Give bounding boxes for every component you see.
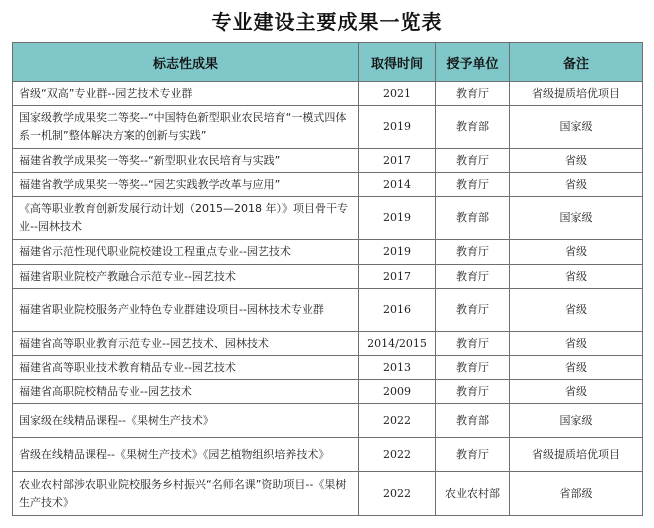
- achievement-cell: 福建省职业院校产教融合示范专业--园艺技术: [13, 265, 359, 289]
- issuer-cell: 教育厅: [436, 149, 510, 173]
- date-cell: 2009: [359, 380, 436, 404]
- remarks-cell: 省级: [510, 380, 643, 404]
- header-issuer: 授予单位: [436, 43, 510, 82]
- issuer-cell: 教育厅: [436, 240, 510, 265]
- table-row: [13, 332, 643, 356]
- achievement-cell: 福建省高等职业技术教育精品专业--园艺技术: [13, 356, 359, 380]
- achievement-cell: 福建省教学成果奖一等奖--“园艺实践教学改革与应用”: [13, 173, 359, 197]
- remarks-cell: 省级: [510, 289, 643, 332]
- table-row: [13, 472, 643, 516]
- achievement-cell: 国家级在线精品课程--《果树生产技术》: [13, 404, 359, 438]
- issuer-cell: 农业农村部: [436, 472, 510, 516]
- date-cell: 2016: [359, 289, 436, 332]
- issuer-cell: 教育厅: [436, 356, 510, 380]
- header-date: 取得时间: [359, 43, 436, 82]
- table-header-row: [13, 43, 643, 82]
- remarks-cell: 省级: [510, 240, 643, 265]
- table-row: [13, 356, 643, 380]
- remarks-cell: 国家级: [510, 404, 643, 438]
- table-row: [13, 197, 643, 240]
- header-achievement: 标志性成果: [13, 43, 359, 82]
- date-cell: 2019: [359, 106, 436, 149]
- achievement-cell: 省级“双高”专业群--园艺技术专业群: [13, 82, 359, 106]
- issuer-cell: 教育厅: [436, 265, 510, 289]
- remarks-cell: 省级提质培优项目: [510, 438, 643, 472]
- achievement-cell: 福建省高等职业教育示范专业--园艺技术、园林技术: [13, 332, 359, 356]
- date-cell: 2017: [359, 149, 436, 173]
- issuer-cell: 教育部: [436, 106, 510, 149]
- table-row: [13, 173, 643, 197]
- achievement-cell: 国家级教学成果奖二等奖--“中国特色新型职业农民培育“一模式四体系一机制”整体解决方案的创新与实践”: [13, 106, 359, 149]
- date-cell: 2017: [359, 265, 436, 289]
- table-row: [13, 149, 643, 173]
- issuer-cell: 教育厅: [436, 173, 510, 197]
- achievement-cell: 省级在线精品课程--《果树生产技术》《园艺植物组织培养技术》: [13, 438, 359, 472]
- issuer-cell: 教育厅: [436, 332, 510, 356]
- date-cell: 2019: [359, 197, 436, 240]
- table-row: [13, 82, 643, 106]
- date-cell: 2022: [359, 404, 436, 438]
- remarks-cell: 省级: [510, 265, 643, 289]
- issuer-cell: 教育部: [436, 197, 510, 240]
- remarks-cell: 省级: [510, 149, 643, 173]
- date-cell: 2021: [359, 82, 436, 106]
- table-row: [13, 240, 643, 265]
- remarks-cell: 省级: [510, 356, 643, 380]
- table-row: [13, 438, 643, 472]
- date-cell: 2022: [359, 472, 436, 516]
- date-cell: 2014: [359, 173, 436, 197]
- remarks-cell: 国家级: [510, 106, 643, 149]
- issuer-cell: 教育部: [436, 404, 510, 438]
- remarks-cell: 省级: [510, 332, 643, 356]
- table-row: [13, 265, 643, 289]
- issuer-cell: 教育厅: [436, 289, 510, 332]
- achievement-cell: 农业农村部涉农职业院校服务乡村振兴“名师名课”资助项目--《果树生产技术》: [13, 472, 359, 516]
- page-title: 专业建设主要成果一览表: [211, 10, 443, 34]
- achievement-cell: 福建省高职院校精品专业--园艺技术: [13, 380, 359, 404]
- remarks-cell: 省级: [510, 173, 643, 197]
- issuer-cell: 教育厅: [436, 380, 510, 404]
- header-remarks: 备注: [510, 43, 643, 82]
- achievement-cell: 福建省示范性现代职业院校建设工程重点专业--园艺技术: [13, 240, 359, 265]
- issuer-cell: 教育厅: [436, 438, 510, 472]
- remarks-cell: 省级提质培优项目: [510, 82, 643, 106]
- achievement-cell: 福建省职业院校服务产业特色专业群建设项目--园林技术专业群: [13, 289, 359, 332]
- date-cell: 2022: [359, 438, 436, 472]
- issuer-cell: 教育厅: [436, 82, 510, 106]
- remarks-cell: 省部级: [510, 472, 643, 516]
- date-cell: 2019: [359, 240, 436, 265]
- table-row: [13, 289, 643, 332]
- table-row: [13, 106, 643, 149]
- remarks-cell: 国家级: [510, 197, 643, 240]
- achievements-table: [12, 42, 643, 516]
- achievement-cell: 《高等职业教育创新发展行动计划（2015—2018 年）》项目骨干专业--园林技术: [13, 197, 359, 240]
- achievement-cell: 福建省教学成果奖一等奖--“新型职业农民培育与实践”: [13, 149, 359, 173]
- table-row: [13, 380, 643, 404]
- date-cell: 2013: [359, 356, 436, 380]
- table-row: [13, 404, 643, 438]
- date-cell: 2014/2015: [359, 332, 436, 356]
